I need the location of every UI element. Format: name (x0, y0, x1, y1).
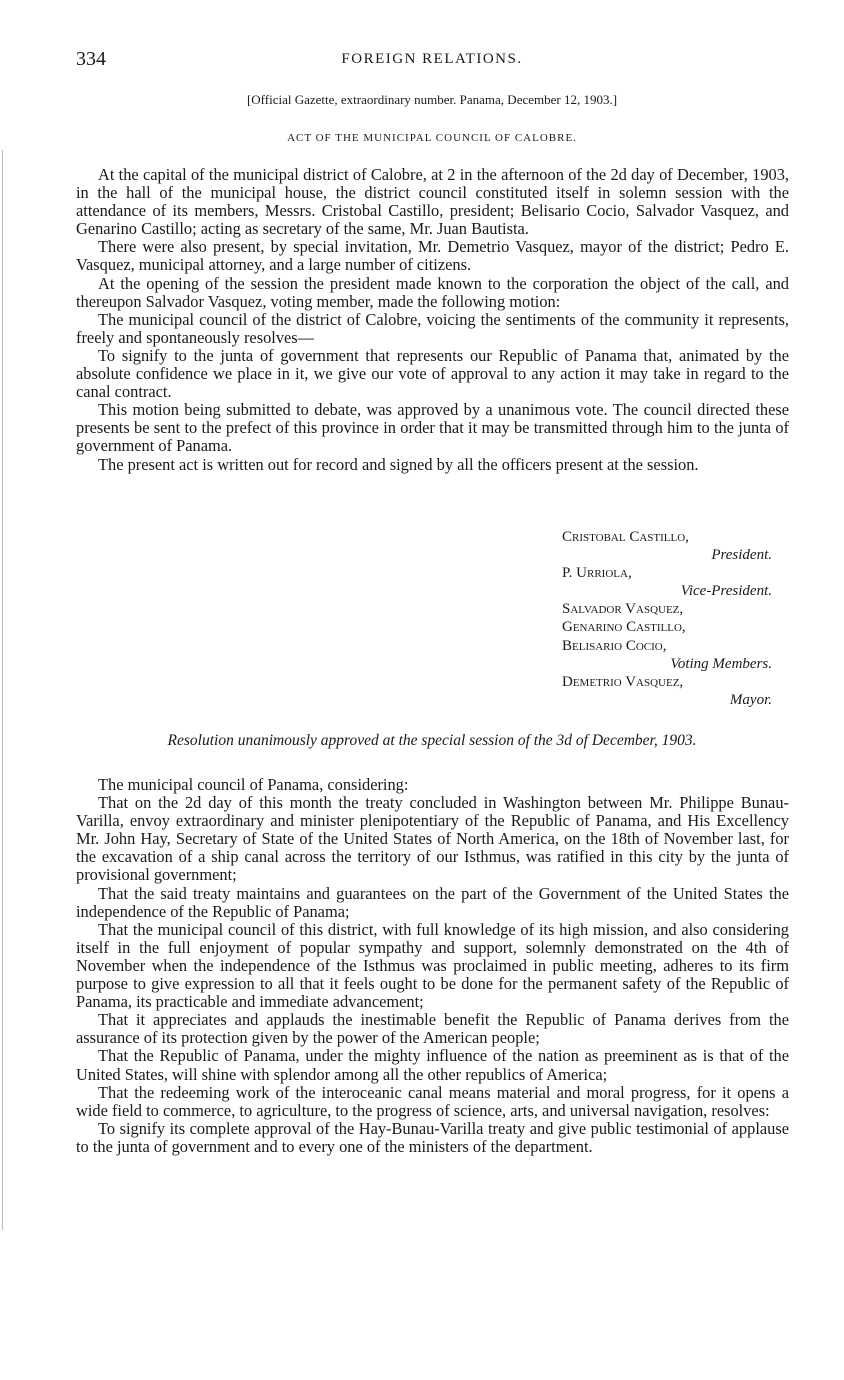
resolution-paragraph: That it appreciates and applauds the inestimable benefit the Republic of Panama derives from the assurance of its protection given by the power of the American people; (76, 1010, 789, 1048)
page-number: 334 (76, 48, 106, 70)
signature-block (562, 528, 772, 709)
signatory-name: Salvador Vasquez, (562, 601, 684, 618)
signatory-title: Mayor. (729, 691, 772, 708)
resolution-paragraph: That the redeeming work of the interoceanic canal means material and moral progress, for it opens a wide field to commerce, to agriculture, to the progress of science, arts, and universal navigation, resolves: (76, 1082, 789, 1120)
page-header (76, 48, 788, 74)
signatory-name: Cristobal Castillo, (562, 529, 689, 545)
resolution-title: Resolution unanimously approved at the special session of the 3d of December, 1903. (167, 732, 697, 749)
act-paragraph: The present act is written out for record and signed by all the officers present at the session. (98, 454, 699, 474)
act-paragraph: At the capital of the municipal district of Calobre, at 2 in the afternoon of the 2d day of December, 1903, in the hall of the municipal house, the district council constituted itself in solemn session with the attendance of its members, Messrs. Cristobal Castillo, president; Belisario Cocio, Salvador Vasquez, and Genarino Castillo; acting as secretary of the same, Mr. Juan Bautista. (76, 165, 789, 239)
act-title: ACT OF THE MUNICIPAL COUNCIL OF CALOBRE. (287, 132, 577, 144)
resolution-paragraph: That on the 2d day of this month the treaty concluded in Washington between Mr. Philippe Bunau-Varilla, envoy extraordinary and minister plenipotentiary of the Republic of Panama, and His Excellency Mr. John Hay, Secretary of State of the United States of North America, on the 18th of November last, for the excavation of a ship canal across the territory of our Isthmus, was ratified in this city by the junta of provisional government; (76, 793, 789, 885)
resolution-body (76, 776, 789, 1156)
signatory-name: Genarino Castillo, (562, 619, 686, 636)
signatory-name: P. Urriola, (562, 565, 632, 582)
act-paragraph: The municipal council of the district of Calobre, voicing the sentiments of the community it represents, freely and spontaneously resolves— (76, 309, 789, 347)
act-paragraph: There were also present, by special invitation, Mr. Demetrio Vasquez, mayor of the district; Pedro E. Vasquez, municipal attorney, and a large number of citizens. (76, 237, 789, 275)
signatory-title: Voting Members. (670, 655, 772, 672)
act-paragraph: At the opening of the session the president made known to the corporation the object of the call, and thereupon Salvador Vasquez, voting member, made the following motion: (76, 273, 789, 311)
act-body (76, 166, 789, 474)
signatory-title: Vice-President. (680, 583, 772, 600)
act-paragraph: To signify to the junta of government that represents our Republic of Panama that, animated by the absolute confidence we place in it, we give our vote of approval to any action it may take in regard to the canal contract. (76, 345, 789, 402)
resolution-paragraph: That the said treaty maintains and guarantees on the part of the Government of the United States the independence of the Republic of Panama; (76, 883, 789, 921)
signatory-title: President. (711, 547, 772, 564)
resolution-paragraph: To signify its complete approval of the Hay-Bunau-Varilla treaty and give public testimonial of applause to the junta of government and to every one of the ministers of the department. (76, 1118, 789, 1156)
resolution-paragraph: The municipal council of Panama, considering: (98, 775, 409, 794)
gazette-note: [Official Gazette, extraordinary number. Panama, December 12, 1903.] (246, 92, 618, 107)
page-edge-line (2, 150, 3, 1230)
resolution-paragraph: That the municipal council of this district, with full knowledge of its high mission, and also considering itself in the full enjoyment of popular sympathy and support, solemnly demonstrated on the 4th of November when the independence of the Isthmus was proclaimed in public meeting, adheres to its firm purpose to give expression to all that it feels ought to be done for the permanent safety of the Republic of Panama, its practicable and immediate advancement; (76, 919, 789, 1012)
signatory-name: Demetrio Vasquez, (562, 673, 684, 690)
resolution-paragraph: That the Republic of Panama, under the mighty influence of the nation as preeminent as is that of the United States, will shine with splendor among all the other republics of America; (76, 1046, 789, 1084)
running-title: FOREIGN RELATIONS. (341, 51, 523, 67)
act-paragraph: This motion being submitted to debate, was approved by a unanimous vote. The council directed these presents be sent to the prefect of this province in order that it may be transmitted through him to the junta of government of Panama. (76, 400, 789, 456)
signatory-name: Belisario Cocio, (562, 637, 667, 654)
